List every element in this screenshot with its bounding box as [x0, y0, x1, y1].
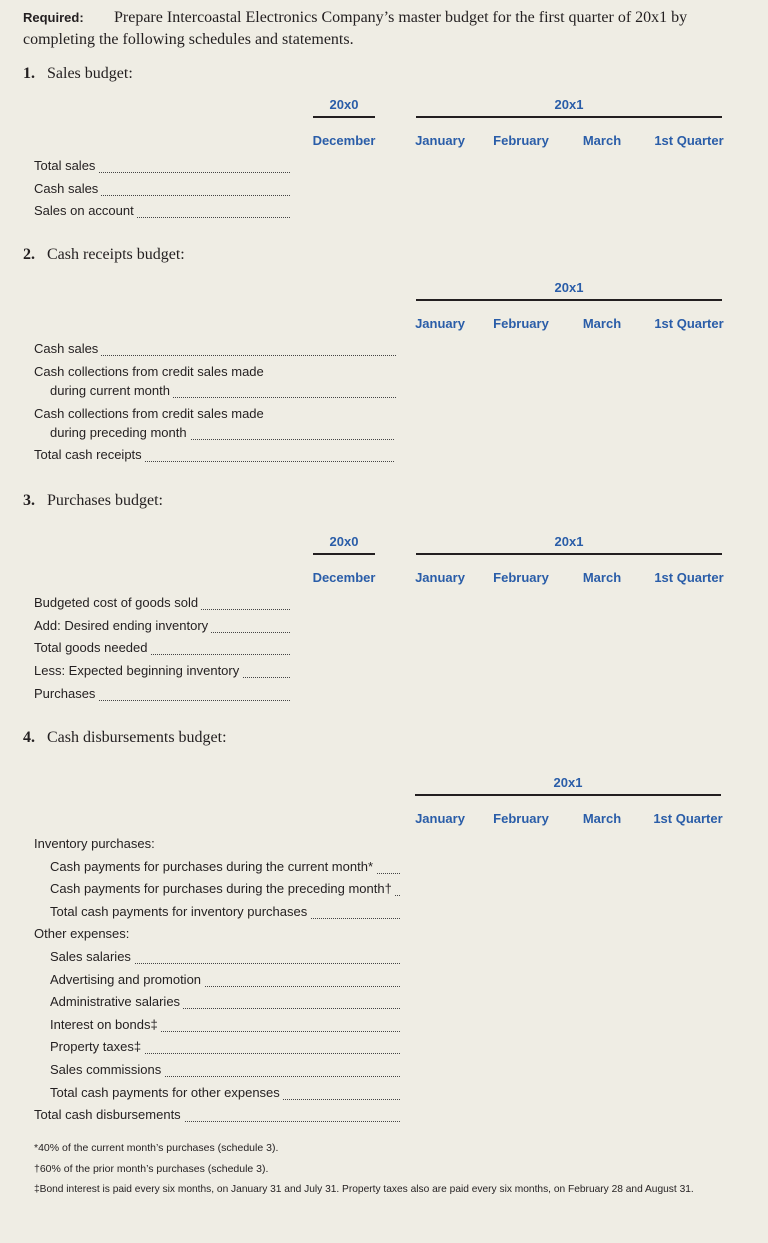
year-rule — [416, 116, 722, 118]
dot-leader — [92, 172, 290, 173]
col-header-march: March — [582, 316, 622, 331]
footnote-3: ‡Bond interest is paid every six months, on January 31 and July 31. Property taxes also are paid every six months, on February 28 and August 31. — [34, 1184, 694, 1195]
year-rule — [416, 553, 722, 555]
row-label: Total cash payments for other expenses — [50, 1085, 283, 1100]
section-1-title — [23, 65, 133, 83]
col-header-1st-quarter: 1st Quarter — [654, 570, 724, 585]
year-header-20x1: 20x1 — [553, 775, 583, 790]
dot-leader — [198, 986, 400, 987]
section-number: 4. — [23, 729, 35, 746]
dot-leader — [136, 461, 394, 462]
row-label: Interest on bonds‡ — [50, 1017, 161, 1032]
row-label: Total goods needed — [34, 640, 150, 655]
year-rule — [416, 299, 722, 301]
col-header-february: February — [493, 133, 549, 148]
col-header-january: January — [415, 316, 465, 331]
row-label: during preceding month — [50, 425, 190, 440]
year-header-20x1: 20x1 — [554, 280, 584, 295]
row-label: Inventory purchases: — [34, 836, 158, 851]
year-header-20x1: 20x1 — [554, 534, 584, 549]
col-header-march: March — [582, 811, 622, 826]
row-label: Total sales — [34, 158, 98, 173]
required-text-line2: completing the following schedules and statements. — [23, 31, 354, 48]
row-label: Administrative salaries — [50, 994, 183, 1009]
dot-leader — [92, 700, 290, 701]
footnote-1: *40% of the current month’s purchases (schedule 3). — [34, 1142, 279, 1154]
dot-leader — [128, 963, 400, 964]
dot-leader — [178, 1008, 400, 1009]
dot-leader — [158, 1076, 400, 1077]
dot-leader — [146, 654, 290, 655]
row-label: Property taxes‡ — [50, 1039, 144, 1054]
dot-leader — [136, 1053, 400, 1054]
section-title-text: Sales budget: — [47, 65, 133, 82]
row-label: Cash payments for purchases during the preceding month† — [50, 881, 395, 896]
year-header-20x0: 20x0 — [329, 97, 359, 112]
dot-leader — [200, 632, 290, 633]
row-label: Cash collections from credit sales made — [34, 406, 267, 421]
col-header-february: February — [493, 811, 549, 826]
section-2-title — [23, 246, 185, 264]
row-label: Add: Desired ending inventory — [34, 618, 211, 633]
col-header-february: February — [493, 316, 549, 331]
dot-leader — [160, 397, 396, 398]
row-label: Sales on account — [34, 203, 137, 218]
section-title-text: Cash disbursements budget: — [47, 729, 227, 746]
row-label: Total cash disbursements — [34, 1107, 184, 1122]
row-label: Advertising and promotion — [50, 972, 204, 987]
row-label: Budgeted cost of goods sold — [34, 595, 201, 610]
row-label: Purchases — [34, 686, 98, 701]
dot-leader — [272, 1099, 400, 1100]
dot-leader — [180, 439, 394, 440]
row-label: Cash sales — [34, 181, 101, 196]
row-label: Sales salaries — [50, 949, 134, 964]
row-label: Total cash receipts — [34, 447, 145, 462]
dot-leader — [154, 1031, 400, 1032]
row-label: Sales commissions — [50, 1062, 164, 1077]
row-label: Cash payments for purchases during the current month* — [50, 859, 376, 874]
year-rule — [313, 116, 375, 118]
section-number: 1. — [23, 65, 35, 82]
row-label: Less: Expected beginning inventory — [34, 663, 242, 678]
dot-leader — [190, 609, 290, 610]
row-label: during current month — [50, 383, 173, 398]
required-label: Required: — [23, 10, 84, 25]
col-header-february: February — [493, 570, 549, 585]
year-rule — [415, 794, 721, 796]
dot-leader — [176, 1121, 400, 1122]
dot-leader — [130, 217, 290, 218]
col-header-1st-quarter: 1st Quarter — [654, 316, 724, 331]
dot-leader — [92, 355, 396, 356]
row-label: Cash collections from credit sales made — [34, 364, 267, 379]
col-header-january: January — [415, 133, 465, 148]
row-label: Other expenses: — [34, 926, 132, 941]
section-number: 2. — [23, 246, 35, 263]
footnote-2: †60% of the prior month’s purchases (schedule 3). — [34, 1163, 269, 1175]
col-header-march: March — [582, 570, 622, 585]
row-label: Total cash payments for inventory purchases — [50, 904, 310, 919]
required-paragraph — [23, 9, 84, 27]
col-header-december: December — [312, 570, 376, 585]
year-rule — [313, 553, 375, 555]
dot-leader — [300, 918, 400, 919]
col-header-1st-quarter: 1st Quarter — [654, 133, 724, 148]
col-header-1st-quarter: 1st Quarter — [653, 811, 723, 826]
section-4-title — [23, 729, 227, 747]
section-title-text: Purchases budget: — [47, 492, 163, 509]
year-header-20x0: 20x0 — [329, 534, 359, 549]
row-label: Cash sales — [34, 341, 101, 356]
col-header-january: January — [415, 811, 465, 826]
year-header-20x1: 20x1 — [554, 97, 584, 112]
section-number: 3. — [23, 492, 35, 509]
col-header-january: January — [415, 570, 465, 585]
col-header-december: December — [312, 133, 376, 148]
section-title-text: Cash receipts budget: — [47, 246, 185, 263]
section-3-title — [23, 492, 163, 510]
col-header-march: March — [582, 133, 622, 148]
required-text-line1: Prepare Intercoastal Electronics Company’s master budget for the first quarter of 20x1 by — [114, 9, 688, 26]
dot-leader — [92, 195, 290, 196]
